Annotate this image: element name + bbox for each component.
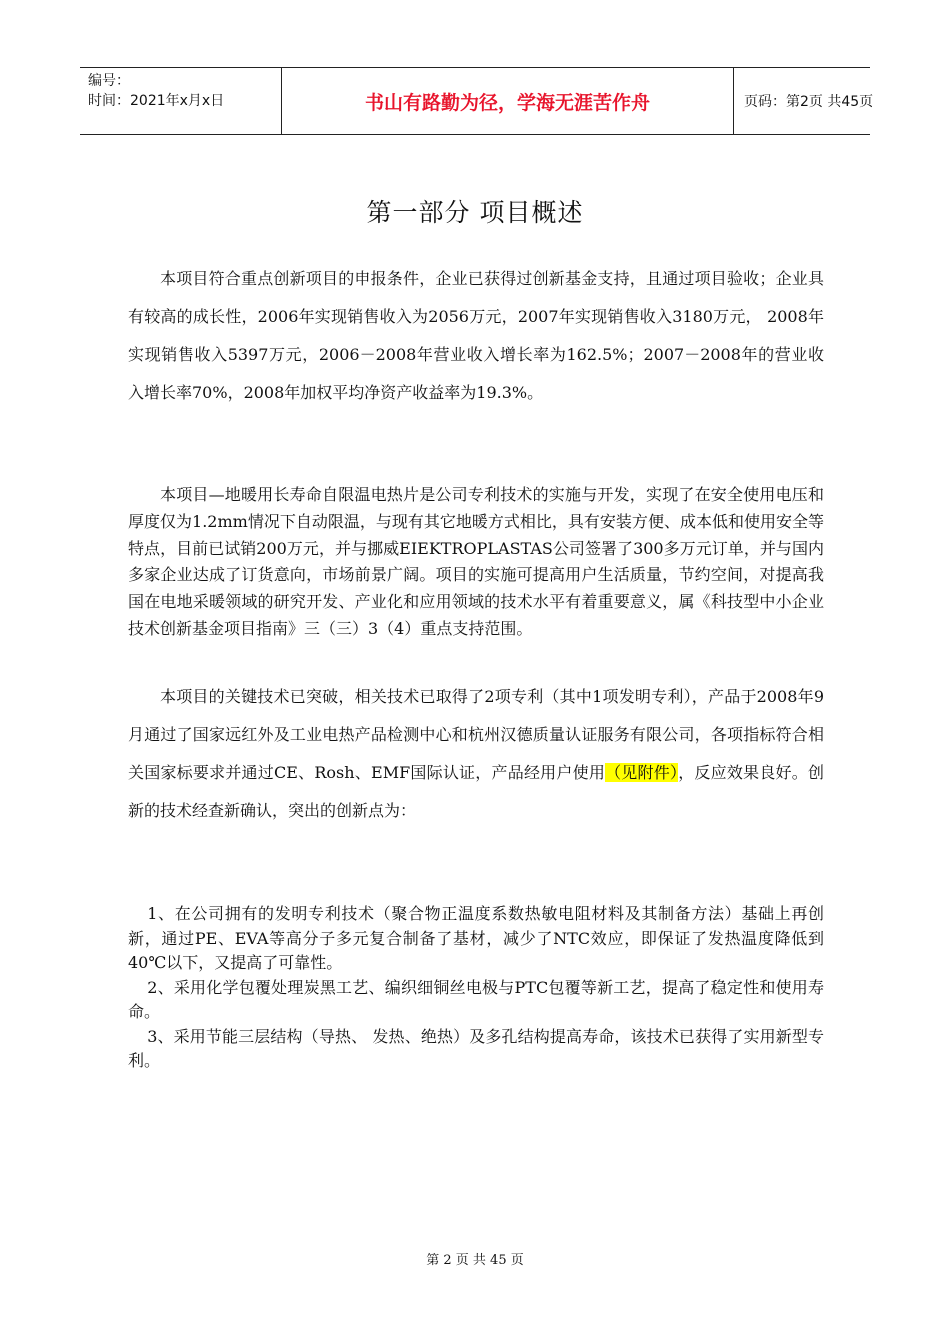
header-meta-cell (80, 68, 282, 134)
innovation-item-2: 2、采用化学包覆处理炭黑工艺、编织细铜丝电极与PTC包覆等新工艺，提高了稳定性和使用寿命。 (128, 977, 824, 1021)
paragraph-product: 本项目—地暖用长寿命自限温电热片是公司专利技术的实施与开发，实现了在安全使用电压和厚度仅为1.2mm情况下自动限温，与现有其它地暖方式相比，具有安装方便、成本低和使用安全等特点，目前已试销200万元，并与挪威EIEKTROPLASTAS公司签署了300多万元订单，并与国内多家企业达成了订货意向，市场前景广阔。项目的实施可提高用户生活质量，节约空间，对提高我国在电地采暖领域的研究开发、产业化和应用领域的技术水平有着重要意义，属《科技型中小企业技术创新基金项目指南》三（三）3（4）重点支持范围。 (128, 485, 824, 638)
paragraph-technology-text-end: ，反应效果良好。创新的技术经查新确认，突出的创新点为： (128, 763, 824, 820)
header-motto: 书山有路勤为径，学海无涯苦作舟 (282, 68, 734, 134)
attachment-reference-highlight: （见附件） (605, 763, 679, 782)
innovation-item-1: 1、在公司拥有的发明专利技术（聚合物正温度系数热敏电阻材料及其制备方法）基础上再创新，通过PE、EVA等高分子多元复合制备了基材，减少了NTC效应，即保证了发热温度降低到40℃以下，又提高了可靠性。 (128, 904, 824, 972)
paragraph-technology-text: 本项目的关键技术已突破，相关技术已取得了2项专利（其中1项发明专利），产品于2008年9月通过了国家远红外及工业电热产品检测中心和杭州汉德质量认证服务有限公司，各项指标符合相关国家标要求并通过CE、Rosh、EMF国际认证，产品经用户使用 (128, 687, 824, 782)
paragraph-technology (128, 678, 824, 830)
document-number-label: 编号： (88, 73, 130, 89)
document-date-label: 时间：2021年x月x日 (88, 93, 225, 109)
page-footer: 第 2 页 共 45 页 (426, 1253, 524, 1268)
header-page-label: 页码：第2页 共45页 (744, 94, 874, 110)
document-header (80, 67, 874, 135)
paragraph-eligibility: 本项目符合重点创新项目的申报条件，企业已获得过创新基金支持，且通过项目验收；企业具有较高的成长性，2006年实现销售收入为2056万元，2007年实现销售收入3180万元， 2008年实现销售收入5397万元，2006－2008年营业收入增长率为162.5%；2007－2008年的营业收入增长率70%，2008年加权平均净资产收益率为19.3%。 (128, 269, 824, 402)
innovation-list (128, 902, 824, 1074)
innovation-item-3: 3、采用节能三层结构（导热、 发热、绝热）及多孔结构提高寿命，该技术已获得了实用新型专利。 (128, 1026, 824, 1070)
section-title: 第一部分 项目概述 (366, 198, 584, 227)
